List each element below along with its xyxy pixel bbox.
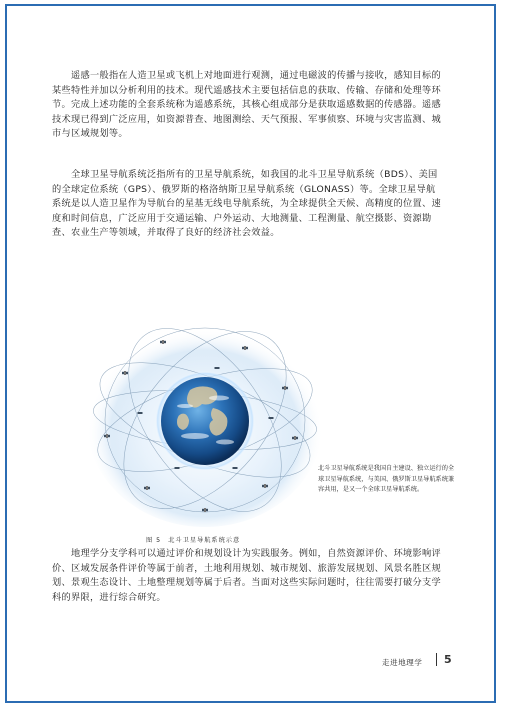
paragraph-remote-sensing: 遥感一般指在人造卫星或飞机上对地面进行观测，通过电磁波的传播与接收，感知目标的某些特性并加以分析利用的技术。现代遥感技术主要包括信息的获取、传输、存储和处理等环节。完成上述功能的全套系统称为遥感系统，其核心组成部分是获取遥感数据的传感器。遥感技术现已得到广泛应用，如资源普查、地图测绘、天气预报、军事侦察、环境与灾害监测、城市与区域规划等。 — [52, 70, 442, 140]
beidou-satellite-illustration — [85, 318, 323, 528]
figure-label: 图 5 北斗卫星导航系统示意 — [146, 537, 241, 544]
figure-side-caption: 北斗卫星导航系统是我国自主建设、独立运行的全球卫星导航系统，与美国、俄罗斯卫星导航系统兼容共用，是又一个全球卫星导航系统。 — [318, 465, 455, 493]
paragraph-gnss: 全球卫星导航系统泛指所有的卫星导航系统，如我国的北斗卫星导航系统（BDS）、美国的全球定位系统（GPS）、俄罗斯的格洛纳斯卫星导航系统（GLONASS）等。全球卫星导航系统是以人造卫星作为导航台的星基无线电导航系统，为全球提供全天候、高精度的位置、速度和时间信息，广泛应用于交通运输、户外运动、大地测量、工程测量、航空摄影、资源勘查、农业生产等领域，并取得了良好的经济社会效益。 — [52, 169, 441, 239]
page-number: 5 — [444, 653, 452, 666]
footer-book-title: 走进地理学 — [382, 658, 423, 667]
paragraph-applied-geography: 地理学分支学科可以通过评价和规划设计为实践服务。例如，自然资源评价、环境影响评价、区域发展条件评价等属于前者，土地利用规划、城市规划、旅游发展规划、风景名胜区规划、景观生态设计、土地整理规划等属于后者。当面对这些实际问题时，往往需要打破分支学科的界限，进行综合研究。 — [52, 548, 442, 603]
footer-divider — [436, 653, 437, 666]
